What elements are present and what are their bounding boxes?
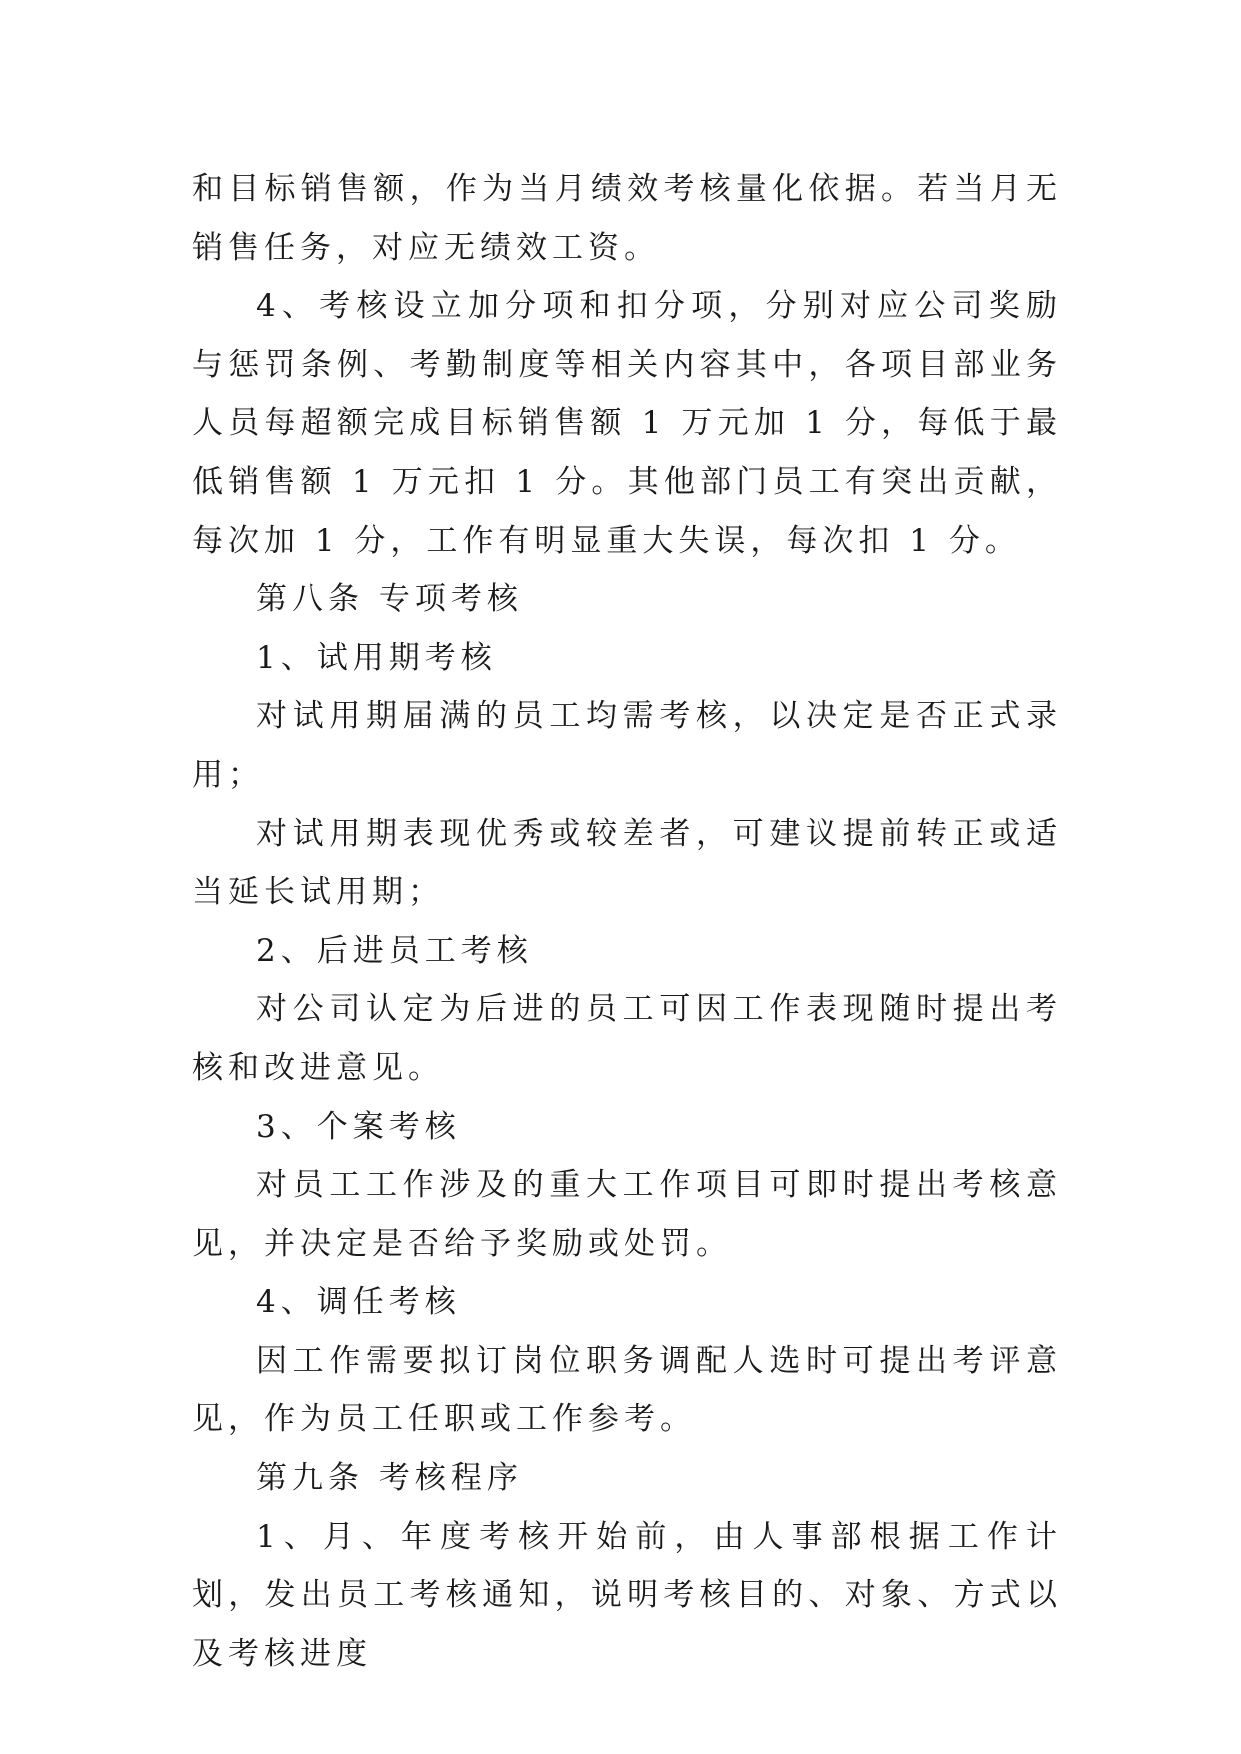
- paragraph-transfer: 因工作需要拟订岗位职务调配人选时可提出考评意见，作为员工任职或工作参考。: [192, 1342, 1062, 1438]
- paragraph-underperformer: 对公司认定为后进的员工可因工作表现随时提出考核和改进意见。: [192, 991, 1062, 1086]
- paragraph-continuation: 和目标销售额，作为当月绩效考核量化依据。若当月无销售任务，对应无绩效工资。: [192, 171, 1062, 266]
- underperformer-assessment-heading: 2、后进员工考核: [256, 932, 533, 969]
- article-9-heading: 第九条 考核程序: [256, 1460, 523, 1497]
- paragraph-probation-2: 对试用期表现优秀或较差者，可建议提前转正或适当延长试用期；: [192, 815, 1062, 911]
- paragraph-probation-1: 对试用期届满的员工均需考核，以决定是否正式录用；: [192, 698, 1062, 793]
- transfer-assessment-heading: 4、调任考核: [256, 1284, 461, 1321]
- case-assessment-heading: 3、个案考核: [256, 1108, 461, 1145]
- probation-assessment-heading: 1、试用期考核: [256, 639, 497, 676]
- paragraph-procedure-1: 1、月、年度考核开始前，由人事部根据工作计划，发出员工考核通知，说明考核目的、对象、方式以及考核进度: [192, 1518, 1062, 1672]
- paragraph-case: 对员工工作涉及的重大工作项目可即时提出考核意见，并决定是否给予奖励或处罚。: [192, 1167, 1062, 1262]
- paragraph-scoring-items: 4、考核设立加分项和扣分项，分别对应公司奖励与惩罚条例、考勤制度等相关内容其中，各项目部业务人员每超额完成目标销售额 1 万元加 1 分，每低于最低销售额 1 万元扣 1 分。其他部门员工有突出贡献，每次加 1 分，工作有明显重大失误，每次扣 1 分。: [192, 288, 1062, 559]
- document-body: [192, 160, 1062, 1683]
- article-8-heading: 第八条 专项考核: [256, 581, 523, 618]
